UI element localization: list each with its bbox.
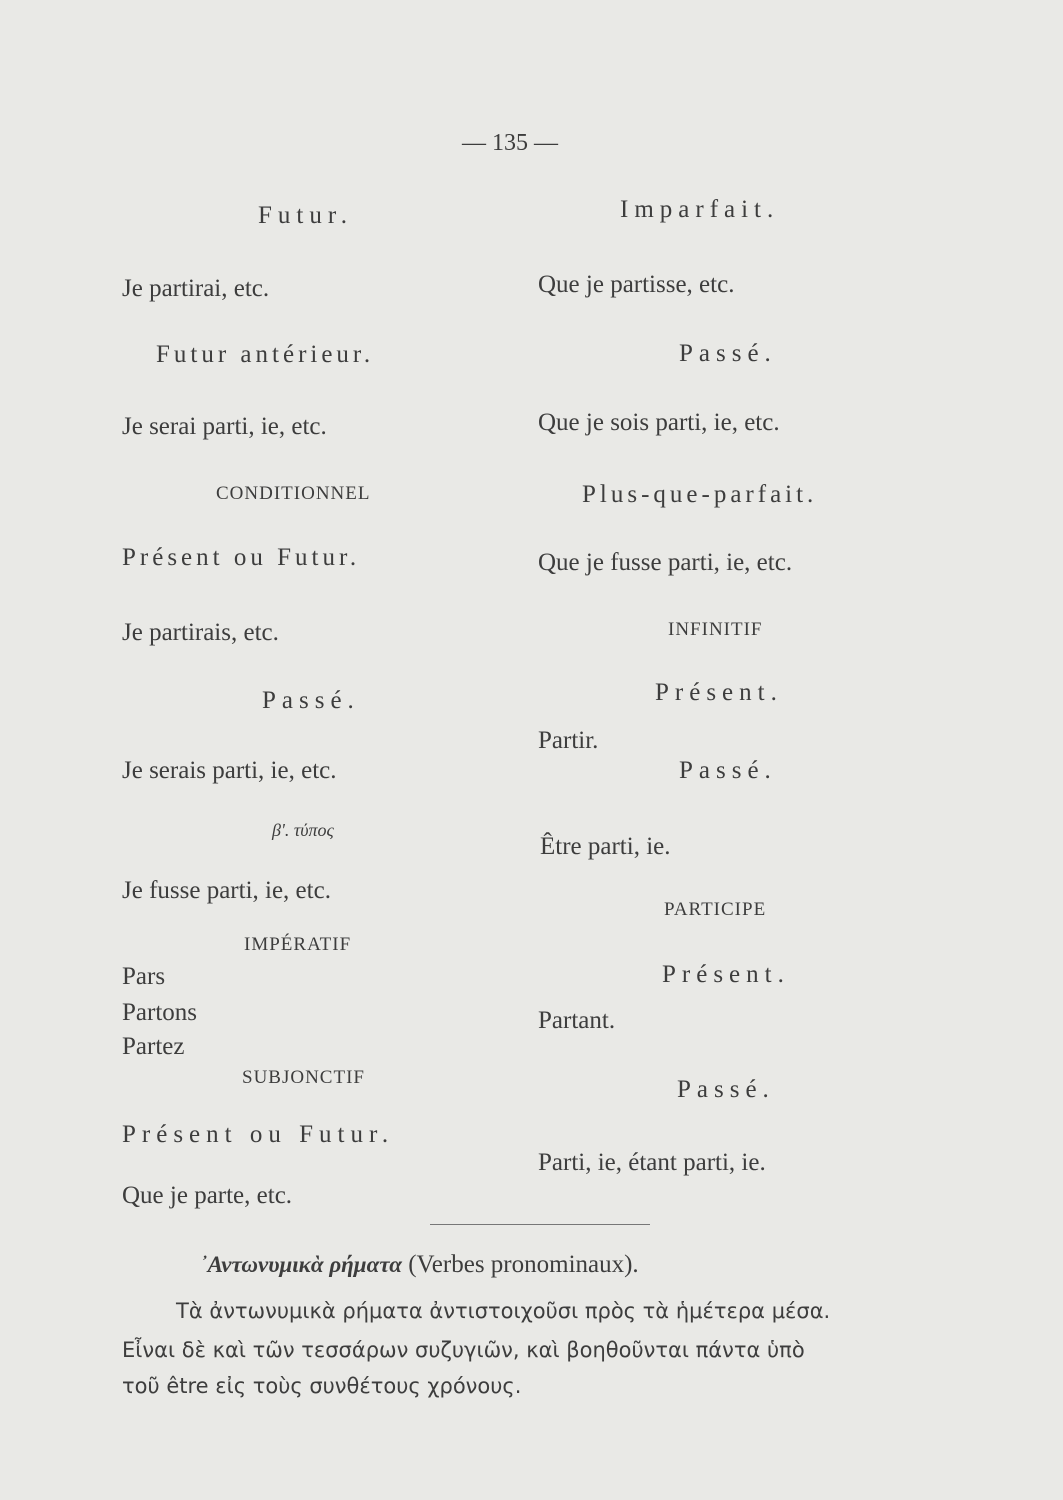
paragraph-line: Εἶναι δὲ καὶ τῶν τεσσάρων συζυγιῶν, καὶ βοηθοῦνται πάντα ὑπὸ xyxy=(122,1338,805,1362)
heading-passe-cond: Passé. xyxy=(262,687,360,714)
section-title-greek: ᾿Αντωνυμικὰ ρήματα xyxy=(200,1252,402,1277)
heading-present-futur: Présent ou Futur. xyxy=(122,544,361,571)
heading-futur-anterieur: Futur antérieur. xyxy=(156,341,375,368)
heading-conditionnel: CONDITIONNEL xyxy=(216,483,371,504)
heading-participe: PARTICIPE xyxy=(664,899,767,920)
line-inf-passe: Être parti, ie. xyxy=(540,833,671,860)
line-subj-present: Que je parte, etc. xyxy=(122,1182,293,1209)
heading-plusqueparfait: Plus-que-parfait. xyxy=(582,481,818,508)
heading-imparfait: Imparfait. xyxy=(620,196,780,223)
heading-futur: Futur. xyxy=(258,202,354,229)
line-plusqueparfait: Que je fusse parti, ie, etc. xyxy=(538,549,793,576)
heading-subjonctif: SUBJONCTIF xyxy=(242,1067,365,1088)
line-futur-anterieur: Je serai parti, ie, etc. xyxy=(122,413,327,440)
line-beta-typos: Je fusse parti, ie, etc. xyxy=(122,877,331,904)
line-passe-subj: Que je sois parti, ie, etc. xyxy=(538,409,780,436)
line-passe-cond: Je serais parti, ie, etc. xyxy=(122,757,337,784)
line-futur: Je partirai, etc. xyxy=(122,275,270,302)
imperatif-item: Pars xyxy=(122,963,166,990)
heading-infinitif: INFINITIF xyxy=(668,619,763,640)
heading-part-present: Présent. xyxy=(662,961,790,988)
line-present-futur: Je partirais, etc. xyxy=(122,619,279,646)
page-number: — 135 — xyxy=(462,130,558,156)
heading-subj-present: Présent ou Futur. xyxy=(122,1121,395,1148)
section-title-french: (Verbes pronominaux). xyxy=(408,1251,639,1278)
heading-part-passe: Passé. xyxy=(677,1076,775,1103)
line-part-passe: Parti, ie, étant parti, ie. xyxy=(538,1149,766,1176)
heading-passe-subj: Passé. xyxy=(679,340,777,367)
beta-typos-label: β'. τύπος xyxy=(272,820,334,840)
section-divider xyxy=(430,1224,650,1225)
line-inf-present: Partir. xyxy=(538,727,599,754)
line-part-present: Partant. xyxy=(538,1007,616,1034)
section-title xyxy=(200,1252,639,1277)
heading-inf-present: Présent. xyxy=(655,679,783,706)
heading-imperatif: IMPÉRATIF xyxy=(244,934,352,955)
paragraph-line: Τὰ ἀντωνυμικὰ ρήματα ἀντιστοιχοῦσι πρὸς τὰ ἡμέτερα μέσα. xyxy=(176,1299,831,1323)
imperatif-item: Partons xyxy=(122,999,197,1026)
paragraph-line: τοῦ être εἰς τοὺς συνθέτους χρόνους. xyxy=(122,1374,522,1398)
heading-inf-passe: Passé. xyxy=(679,757,777,784)
imperatif-item: Partez xyxy=(122,1033,185,1060)
line-imparfait: Que je partisse, etc. xyxy=(538,271,735,298)
